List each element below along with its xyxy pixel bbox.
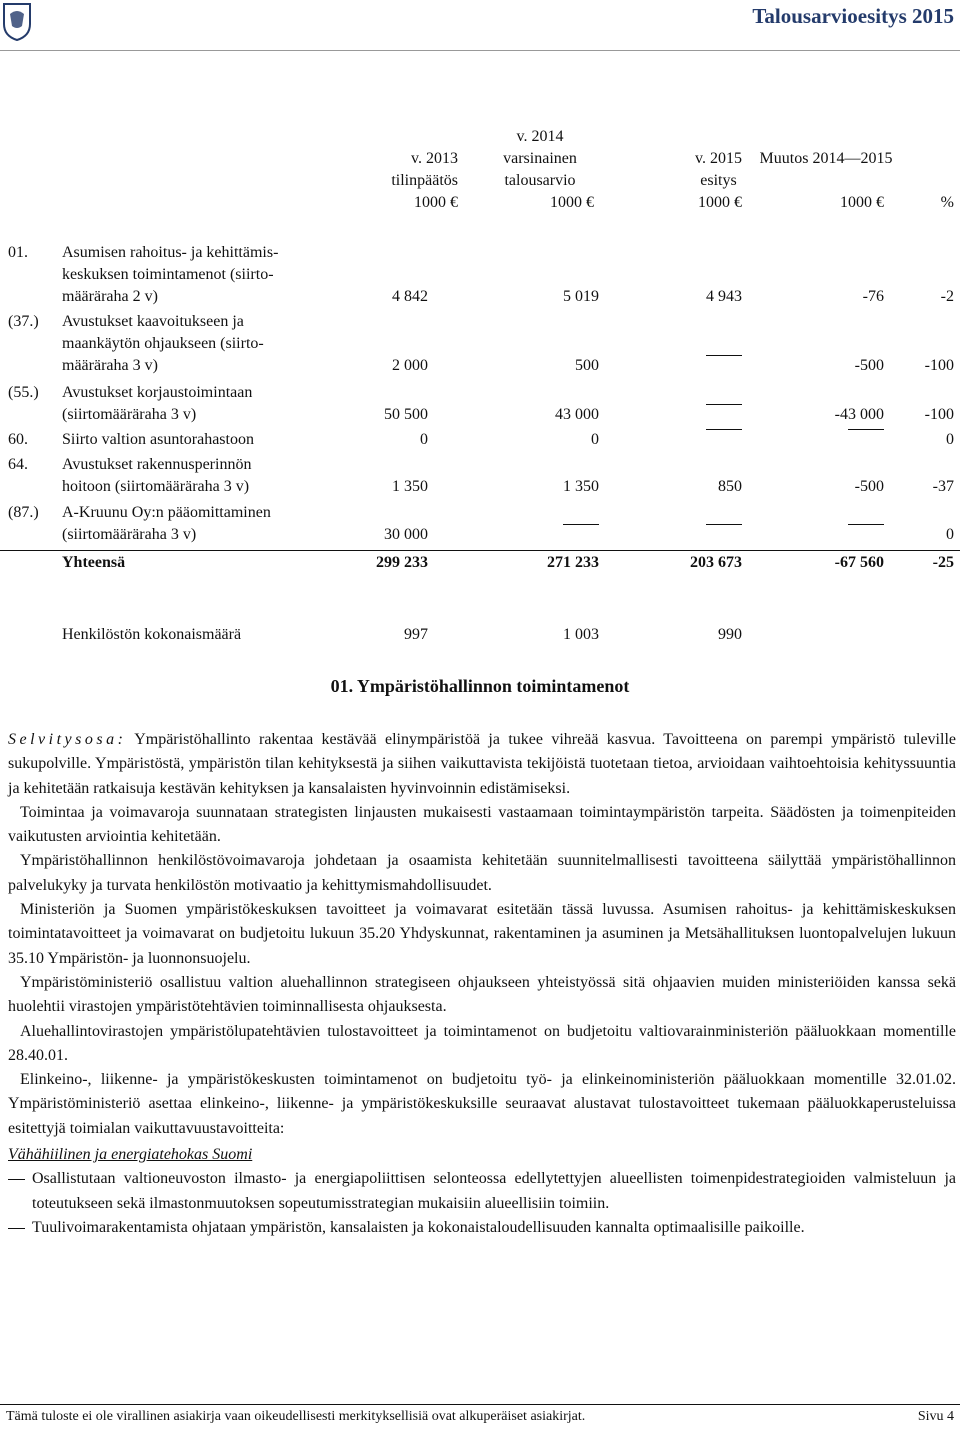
dash-cell: [563, 524, 599, 547]
coat-of-arms-icon: [2, 2, 32, 42]
header-divider: [0, 50, 960, 51]
col-header-change: Muutos 2014—2015 1000 €: [759, 150, 893, 211]
list-item: Osallistutaan valtioneuvoston ilmasto- ja energiapoliittisen selonteossa edellytettyjen alueellisten toimenpidestrategioiden valmisteluun ja toteutukseen sekä ilmastonmuutoksen sopeutumisstrategian mukaisiin alueellisiin toimiin.: [8, 1167, 956, 1216]
total-divider: [0, 550, 960, 551]
paragraph: Aluehallintovirastojen ympäristölupatehtävien tulostavoitteet ja toimintamenot on budjetoitu valtiovarainministeriön pääluokkaan momentille 28.40.01.: [8, 1022, 956, 1064]
col-header-2014: v. 2014 varsinainen talousarvio 1000 €: [503, 128, 594, 211]
dash-cell: [706, 524, 742, 547]
lead-label: Selvitysosa:: [8, 731, 127, 748]
paragraph: Ympäristöhallinnon henkilöstövoimavaroja johdetaan ja osaamista kehitetään suunnitelmallisesti tavoitteena säilyttää ympäristöhallinnon palvelukyky ja turvata henkilöstön motivaatio ja kehittymismahdollisuudet.: [8, 852, 956, 894]
paragraph: Elinkeino-, liikenne- ja ympäristökeskusten toimintamenot on budjetoitu työ- ja elinkeinoministeriön pääluokkaan momentille 32.01.02. Ympäristöministeriö asettaa elinkeino-, liikenne- ja ympäristökeskuksille seuraavat alustavat tulostavoitteet tukemaan pääluokkaperusteluissa esitettyjä toimialan vaikuttavuustavoitteita:: [8, 1071, 956, 1137]
dash-cell: [706, 355, 742, 378]
document-title: Talousarvioesitys 2015: [752, 4, 954, 28]
lead-paragraph: Selvitysosa: Ympäristöhallinto rakentaa kestävää elinympäristöä ja tukee vihreää kasvua. Tavoitteena on parempi ympäristö tuleville sukupolville. Ympäristöstä, ympäristön tilan kehityksestä ja siihen vaikuttavista tekijöistä tuotetaan tietoa, arvioidaan vaihtoehtoisia kehityssuuntia ja kehitetään ratkaisuja kestävän kehityksen ja kansalaisten hyvinvoinnin edistämiseksi.: [8, 731, 956, 797]
col-header-pct: %: [940, 194, 954, 211]
dash-cell: [706, 404, 742, 427]
footer-divider: [0, 1404, 960, 1405]
section-body: [8, 728, 956, 1240]
paragraph: Ministeriön ja Suomen ympäristökeskuksen tavoitteet ja voimavarat esitetään tässä luvussa. Asumisen rahoitus- ja kehittämiskeskuksen toimintatavoitteet ja voimavarat on budjetoitu lukuun 35.20 Yhdyskunnat, rakentaminen ja asuminen ja Metsähallituksen luontopalvelujen lukuun 35.10 Ympäristön- ja luonnonsuojelu.: [8, 901, 956, 967]
footer-note: Tämä tuloste ei ole virallinen asiakirja vaan oikeudellisesti merkityksellisiä ovat alkuperäiset asiakirjat.: [6, 1409, 586, 1424]
subheading: Vähähiilinen ja energiatehokas Suomi: [8, 1146, 253, 1164]
section-title: 01. Ympäristöhallinnon toimintamenot: [330, 676, 630, 696]
dash-bullet-icon: [8, 1179, 25, 1180]
dash-bullet-icon: [8, 1228, 25, 1229]
dash-cell: [706, 429, 742, 452]
col-header-2013: v. 2013 tilinpäätös 1000 €: [391, 150, 458, 211]
paragraph: Toimintaa ja voimavaroja suunnataan strategisten linjausten mukaisesti vastaamaan toimintaympäristön tarpeita. Säädösten ja toimenpiteiden vaikutusten arviointia kehitetään.: [8, 803, 956, 846]
page-number: Sivu 4: [917, 1409, 954, 1424]
col-header-2015: v. 2015 esitys 1000 €: [695, 150, 742, 211]
list-item: Tuulivoimarakentamista ohjataan ympäristön, kansalaisten ja kokonaistaloudellisuuden kannalta optimaalisille paikoille.: [8, 1216, 956, 1240]
dash-cell: [848, 524, 884, 547]
paragraph: Ympäristöministeriö osallistuu valtion aluehallinnon strategiseen ohjaukseen yhteistyössä sitä ohjaavien muiden ministeriöiden kanssa sekä huolehtii virastojen ympäristötehtävien toiminnallisesta ohjauksesta.: [8, 973, 956, 1016]
dash-cell: [848, 429, 884, 452]
